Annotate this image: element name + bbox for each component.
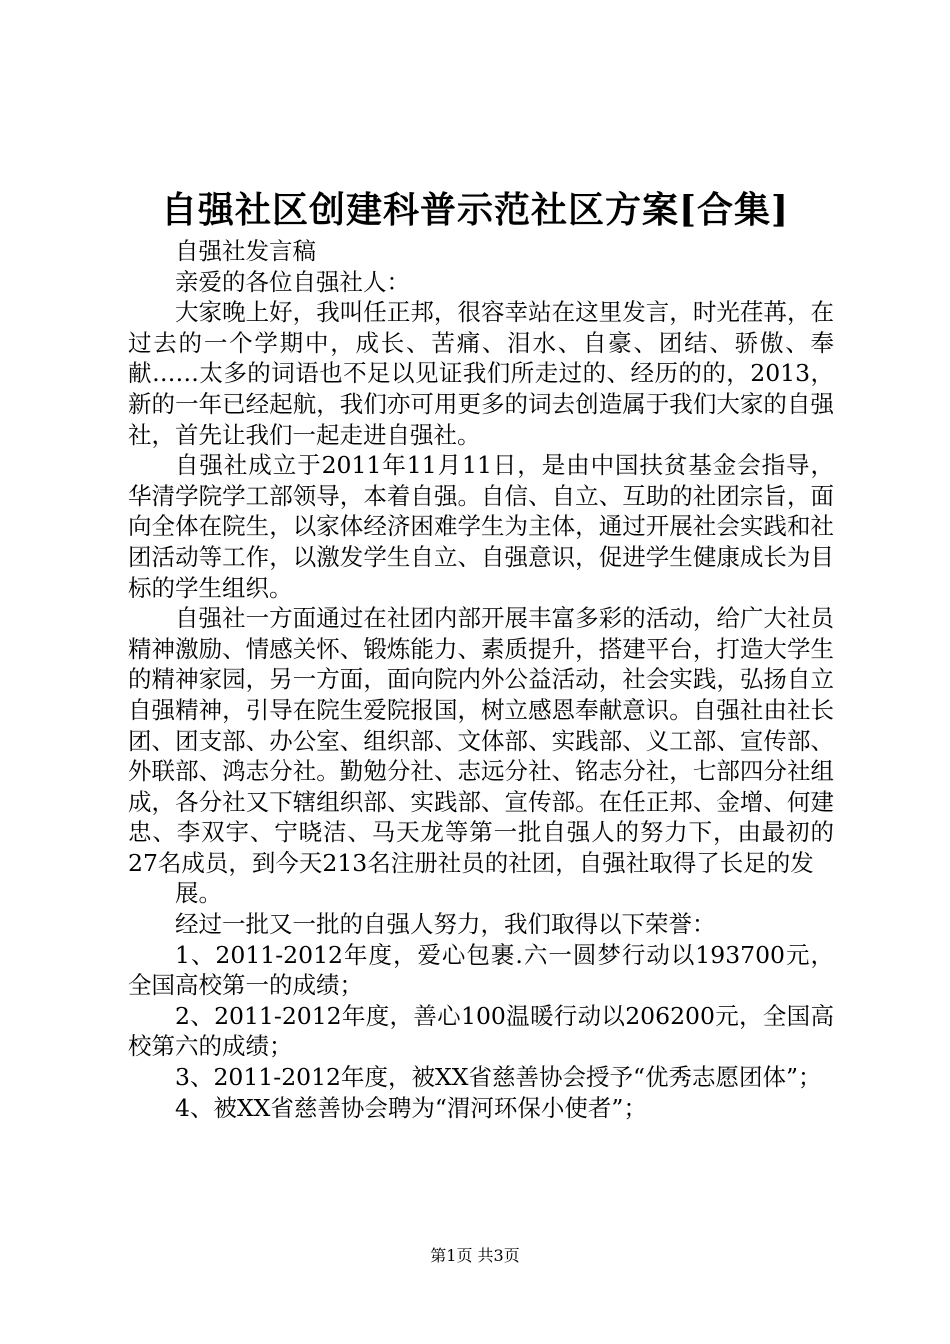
honor-item: 2、2011-2012年度，善心100温暖行动以206200元，全国高校第六的成绩；	[128, 1001, 834, 1061]
paragraph: 自强社一方面通过在社团内部开展丰富多彩的活动，给广大社员精神激励、情感关怀、锻炼能力、素质提升，搭建平台，打造大学生的精神家园，另一方面，面向院内外公益活动，社会实践，弘扬自立自强精神，引导在院生爱院报国，树立感恩奉献意识。自强社由社长团、团支部、办公室、组织部、文体部、实践部、义工部、宣传部、外联部、鸿志分社。勤勉分社、志远分社、铭志分社，七部四分社组成，各分社又下辖组织部、实践部、宣传部。在任正邦、金增、何建忠、李双宇、宁晓洁、马天龙等第一批自强人的努力下，由最初的27名成员，到今天213名注册社员的社团，自强社取得了长足的发	[128, 604, 834, 877]
paragraph-heading: 自强社发言稿	[175, 237, 316, 265]
paragraph: 展。	[175, 879, 222, 908]
paragraph-salutation: 亲爱的各位自强社人：	[175, 267, 410, 296]
honor-item: 4、被XX省慈善协会聘为“渭河环保小使者”；	[175, 1093, 647, 1122]
honor-item: 1、2011-2012年度，爱心包裹.六一圆梦行动以193700元，全国高校第一的成绩；	[128, 940, 834, 1000]
paragraph: 大家晚上好，我叫任正邦，很容幸站在这里发言，时光荏苒，在过去的一个学期中，成长、苦痛、泪水、自豪、团结、骄傲、奉献……太多的词语也不足以见证我们所走过的、经历的的，2013，新的一年已经起航，我们亦可用更多的词去创造属于我们大家的自强社，首先让我们一起走进自强社。	[128, 298, 834, 449]
paragraph: 自强社成立于2011年11月11日，是由中国扶贫基金会指导，华清学院学工部领导，本着自强。自信、自立、互助的社团宗旨，面向全体在院生，以家体经济困难学生为主体，通过开展社会实践和社团活动等工作，以激发学生自立、自强意识，促进学生健康成长为目标的学生组织。	[128, 451, 834, 602]
paragraph: 经过一批又一批的自强人努力，我们取得以下荣誉：	[175, 910, 716, 939]
honor-item: 3、2011-2012年度，被XX省慈善协会授予“优秀志愿团体”；	[175, 1063, 822, 1092]
document-body	[128, 236, 834, 1123]
page-footer: 第1页 共3页	[430, 1246, 520, 1265]
document-title: 自强社区创建科普示范社区方案[合集]	[160, 189, 790, 231]
